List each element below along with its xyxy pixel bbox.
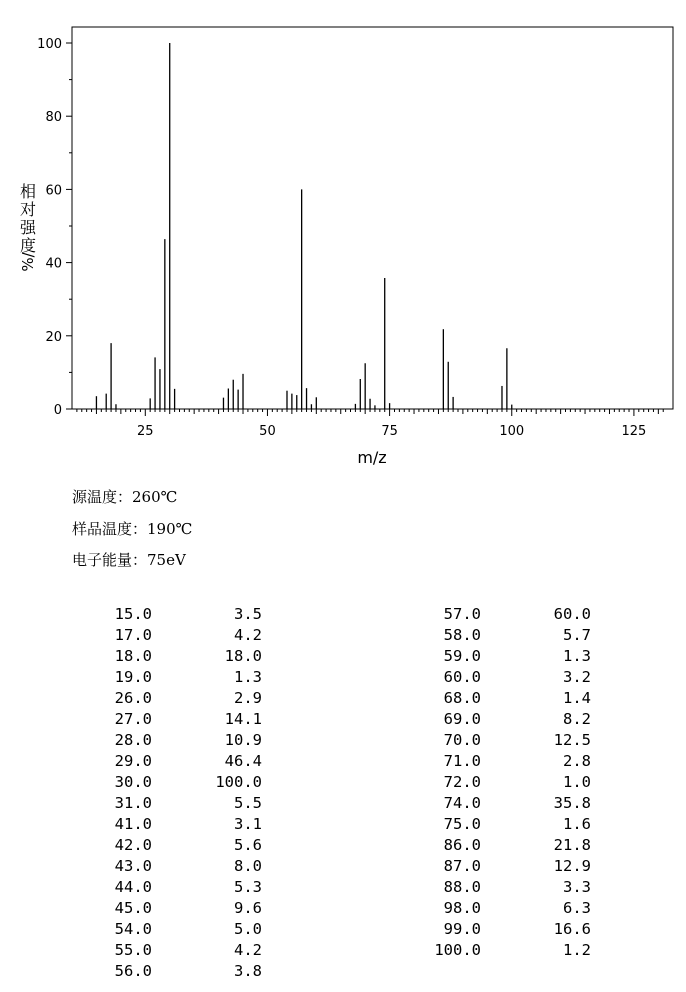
mass-spectrum-chart xyxy=(0,0,686,480)
table-row xyxy=(72,835,262,856)
mz-value: 19.0 xyxy=(114,668,152,686)
mz-value: 26.0 xyxy=(114,689,152,707)
y-tick-label: 40 xyxy=(45,256,62,272)
intensity-value: 1.0 xyxy=(563,773,591,791)
intensity-value: 46.4 xyxy=(224,752,262,770)
table-row xyxy=(401,940,591,961)
table-row xyxy=(401,877,591,898)
mz-value: 15.0 xyxy=(114,605,152,623)
intensity-value: 14.1 xyxy=(224,710,262,728)
y-axis-label-char: 强 xyxy=(19,218,37,237)
intensity-value: 4.2 xyxy=(234,941,262,959)
mz-value: 59.0 xyxy=(443,647,481,665)
intensity-value: 12.9 xyxy=(553,857,591,875)
intensity-value: 16.6 xyxy=(553,920,591,938)
y-tick-label: 80 xyxy=(45,110,62,126)
mz-value: 60.0 xyxy=(443,668,481,686)
table-row xyxy=(401,898,591,919)
table-row xyxy=(401,730,591,751)
electron-energy: 电子能量：75eV xyxy=(72,551,186,569)
table-row xyxy=(72,625,262,646)
mz-value: 99.0 xyxy=(443,920,481,938)
peak-table-left xyxy=(72,604,262,982)
mz-value: 17.0 xyxy=(114,626,152,644)
table-row xyxy=(72,709,262,730)
y-axis xyxy=(37,37,72,418)
y-axis-label xyxy=(19,182,37,272)
y-axis-label-char: 相 xyxy=(19,182,37,201)
table-row xyxy=(401,604,591,625)
x-tick-label: 25 xyxy=(137,424,154,439)
mz-value: 98.0 xyxy=(443,899,481,917)
table-row xyxy=(72,898,262,919)
mz-value: 55.0 xyxy=(114,941,152,959)
table-row xyxy=(401,751,591,772)
intensity-value: 60.0 xyxy=(553,605,591,623)
mz-value: 87.0 xyxy=(443,857,481,875)
source-temperature: 源温度：260℃ xyxy=(72,488,178,506)
mz-value: 57.0 xyxy=(443,605,481,623)
intensity-value: 3.8 xyxy=(234,962,262,980)
mz-value: 41.0 xyxy=(114,815,152,833)
table-row xyxy=(72,793,262,814)
table-row xyxy=(72,772,262,793)
y-axis-label-char: 度 xyxy=(19,236,37,255)
table-row xyxy=(401,772,591,793)
intensity-value: 10.9 xyxy=(224,731,262,749)
mz-value: 74.0 xyxy=(443,794,481,812)
x-axis xyxy=(77,409,663,439)
y-tick-label: 60 xyxy=(45,183,62,199)
mz-value: 100.0 xyxy=(434,941,481,959)
intensity-value: 3.5 xyxy=(234,605,262,623)
y-tick-label: 0 xyxy=(53,403,62,418)
x-tick-label: 75 xyxy=(381,424,398,439)
intensity-value: 1.4 xyxy=(563,689,591,707)
table-row xyxy=(401,688,591,709)
mz-value: 43.0 xyxy=(114,857,152,875)
table-row xyxy=(401,793,591,814)
intensity-value: 8.0 xyxy=(234,857,262,875)
mz-value: 68.0 xyxy=(443,689,481,707)
mz-value: 72.0 xyxy=(443,773,481,791)
intensity-value: 1.3 xyxy=(234,668,262,686)
table-row xyxy=(72,856,262,877)
table-row xyxy=(72,877,262,898)
mz-value: 75.0 xyxy=(443,815,481,833)
intensity-value: 35.8 xyxy=(553,794,591,812)
mz-value: 70.0 xyxy=(443,731,481,749)
mz-value: 69.0 xyxy=(443,710,481,728)
table-row xyxy=(72,646,262,667)
intensity-value: 8.2 xyxy=(563,710,591,728)
table-row xyxy=(401,709,591,730)
intensity-value: 12.5 xyxy=(553,731,591,749)
mz-value: 45.0 xyxy=(114,899,152,917)
mz-value: 30.0 xyxy=(114,773,152,791)
intensity-value: 9.6 xyxy=(234,899,262,917)
intensity-value: 21.8 xyxy=(553,836,591,854)
table-row xyxy=(72,604,262,625)
table-row xyxy=(401,625,591,646)
intensity-value: 6.3 xyxy=(563,899,591,917)
table-row xyxy=(401,814,591,835)
table-row xyxy=(401,856,591,877)
table-row xyxy=(401,835,591,856)
intensity-value: 2.9 xyxy=(234,689,262,707)
table-row xyxy=(72,961,262,982)
mz-value: 44.0 xyxy=(114,878,152,896)
intensity-value: 5.3 xyxy=(234,878,262,896)
mz-value: 71.0 xyxy=(443,752,481,770)
intensity-value: 1.6 xyxy=(563,815,591,833)
sample-temperature: 样品温度：190℃ xyxy=(72,520,193,538)
mz-value: 18.0 xyxy=(114,647,152,665)
table-row xyxy=(401,919,591,940)
table-row xyxy=(72,814,262,835)
intensity-value: 3.2 xyxy=(563,668,591,686)
mz-value: 56.0 xyxy=(114,962,152,980)
plot-frame xyxy=(72,27,673,409)
intensity-value: 3.1 xyxy=(234,815,262,833)
intensity-value: 5.5 xyxy=(234,794,262,812)
intensity-value: 4.2 xyxy=(234,626,262,644)
mz-value: 28.0 xyxy=(114,731,152,749)
table-row xyxy=(72,919,262,940)
intensity-value: 5.7 xyxy=(563,626,591,644)
peak-table-right xyxy=(401,604,591,961)
x-axis-label: m/z xyxy=(357,448,387,467)
table-row xyxy=(72,751,262,772)
peak-series xyxy=(96,43,511,409)
mz-value: 54.0 xyxy=(114,920,152,938)
intensity-value: 1.2 xyxy=(563,941,591,959)
x-tick-label: 50 xyxy=(259,424,276,439)
intensity-value: 5.0 xyxy=(234,920,262,938)
mz-value: 29.0 xyxy=(114,752,152,770)
intensity-value: 5.6 xyxy=(234,836,262,854)
mz-value: 31.0 xyxy=(114,794,152,812)
intensity-value: 18.0 xyxy=(224,647,262,665)
table-row xyxy=(401,646,591,667)
x-tick-label: 125 xyxy=(621,424,647,439)
y-axis-label-unit: %/ xyxy=(19,252,37,272)
mz-value: 27.0 xyxy=(114,710,152,728)
x-tick-label: 100 xyxy=(499,424,525,439)
intensity-value: 1.3 xyxy=(563,647,591,665)
mz-value: 86.0 xyxy=(443,836,481,854)
y-axis-label-char: 对 xyxy=(19,200,37,219)
mz-value: 88.0 xyxy=(443,878,481,896)
table-row xyxy=(72,688,262,709)
y-tick-label: 20 xyxy=(45,329,62,345)
intensity-value: 100.0 xyxy=(215,773,262,791)
mz-value: 42.0 xyxy=(114,836,152,854)
table-row xyxy=(401,667,591,688)
table-row xyxy=(72,940,262,961)
table-row xyxy=(72,667,262,688)
y-tick-label: 100 xyxy=(37,37,62,52)
mz-value: 58.0 xyxy=(443,626,481,644)
intensity-value: 3.3 xyxy=(563,878,591,896)
intensity-value: 2.8 xyxy=(563,752,591,770)
table-row xyxy=(72,730,262,751)
